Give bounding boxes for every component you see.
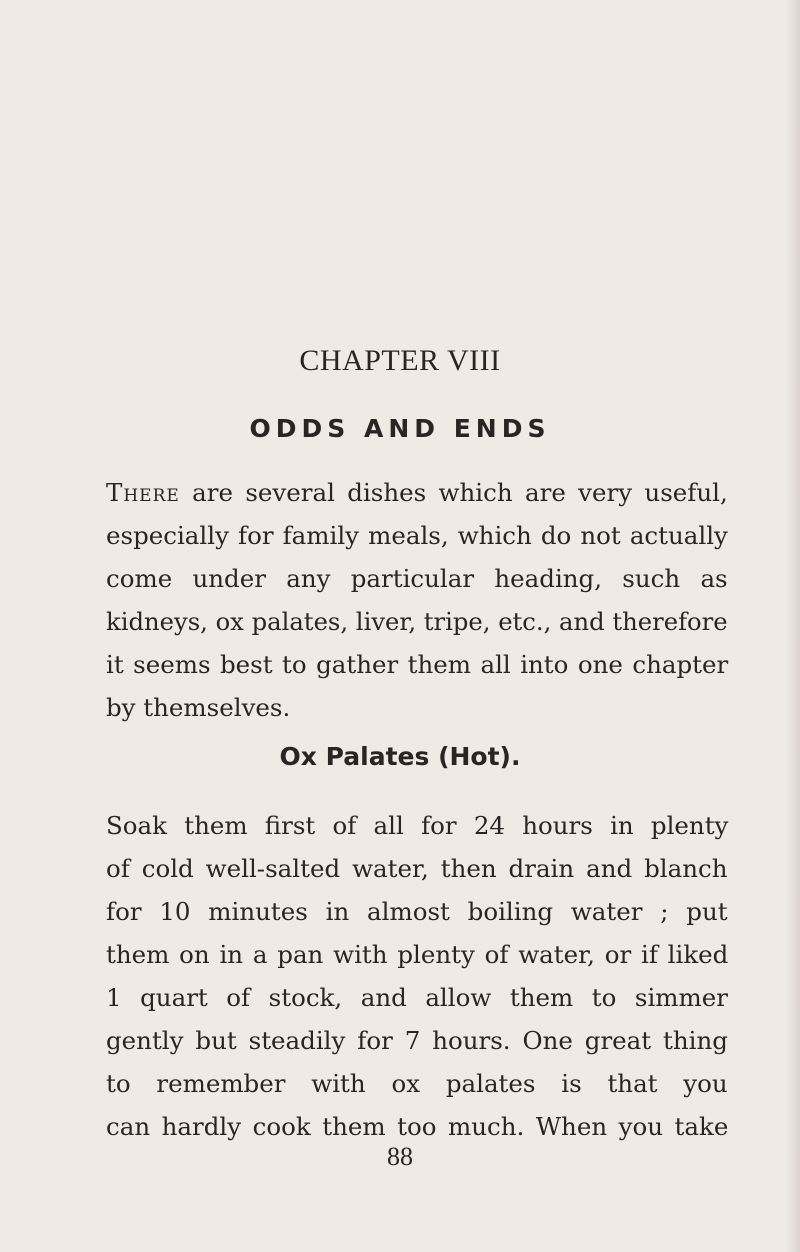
intro-line: it seems best to gather them all into one chapter [106, 650, 729, 679]
recipe-line: 1 quart of stock, and allow them to simmer [106, 983, 728, 1012]
recipe-line: Soak them first of all for 24 hours in plenty [106, 811, 729, 840]
intro-line: by themselves. [106, 693, 291, 722]
intro-paragraph [106, 471, 728, 729]
page-edge-shadow [786, 0, 800, 1252]
intro-line [106, 471, 728, 514]
recipe-line: for 10 minutes in almost boiling water ; put [106, 897, 728, 926]
recipe-line: of cold well-salted water, then drain and blanch [106, 854, 728, 883]
recipe-line: gently but steadily for 7 hours. One great thing [106, 1026, 728, 1055]
recipe-paragraph [106, 804, 728, 1148]
chapter-label: CHAPTER VIII [299, 344, 501, 377]
recipe-line: them on in a pan with plenty of water, or if liked [106, 940, 729, 969]
intro-line: especially for family meals, which do not actually [106, 521, 728, 550]
page-number: 88 [387, 1142, 413, 1171]
intro-line: come under any particular heading, such as [106, 564, 728, 593]
recipe-line: to remember with ox palates is that you [106, 1069, 728, 1098]
recipe-line: can hardly cook them too much. When you take [106, 1112, 729, 1141]
recipe-heading: Ox Palates (Hot). [279, 742, 521, 771]
intro-first-word: There [106, 478, 180, 507]
intro-line-text: are several dishes which are very useful, [179, 478, 728, 507]
chapter-title: ODDS AND ENDS [249, 414, 551, 443]
intro-line: kidneys, ox palates, liver, tripe, etc., and therefore [106, 607, 728, 636]
